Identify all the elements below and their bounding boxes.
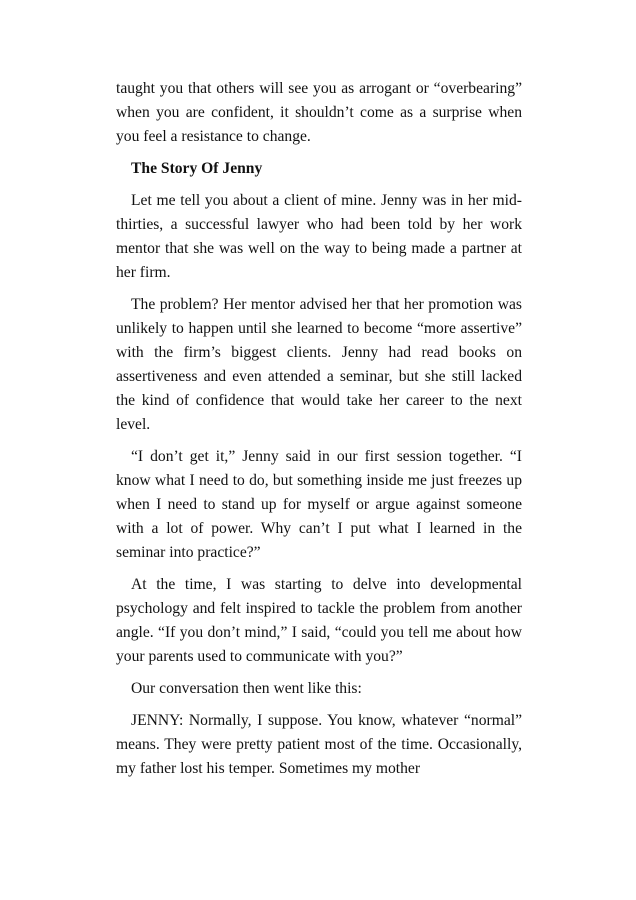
paragraph-continuation: taught you that others will see you as arrogant or “overbearing” when you are confident, it shouldn’t come as a surprise when you feel a resistance to change.	[116, 80, 522, 145]
paragraph: Our conversation then went like this:	[131, 680, 362, 697]
paragraph: Let me tell you about a client of mine. Jenny was in her mid-thirties, a successful lawyer who had been told by her work mentor that she was well on the way to being made a partner at her firm.	[116, 192, 522, 281]
paragraph: “I don’t get it,” Jenny said in our first session together. “I know what I need to do, but something inside me just freezes up when I need to stand up for myself or argue against someone with a lot of power. Why can’t I put what I learned in the seminar into practice?”	[116, 448, 522, 561]
paragraph-dialogue: JENNY: Normally, I suppose. You know, whatever “normal” means. They were pretty patient most of the time. Occasionally, my father lost his temper. Sometimes my mother	[116, 712, 522, 777]
section-heading: The Story Of Jenny	[131, 160, 263, 177]
paragraph: The problem? Her mentor advised her that her promotion was unlikely to happen until she learned to become “more assertive” with the firm’s biggest clients. Jenny had read books on assertiveness and even attended a seminar, but she still lacked the kind of confidence that would take her career to the next level.	[116, 296, 522, 433]
paragraph: At the time, I was starting to delve into developmental psychology and felt inspired to tackle the problem from another angle. “If you don’t mind,” I said, “could you tell me about how your parents used to communicate with you?”	[116, 576, 522, 665]
